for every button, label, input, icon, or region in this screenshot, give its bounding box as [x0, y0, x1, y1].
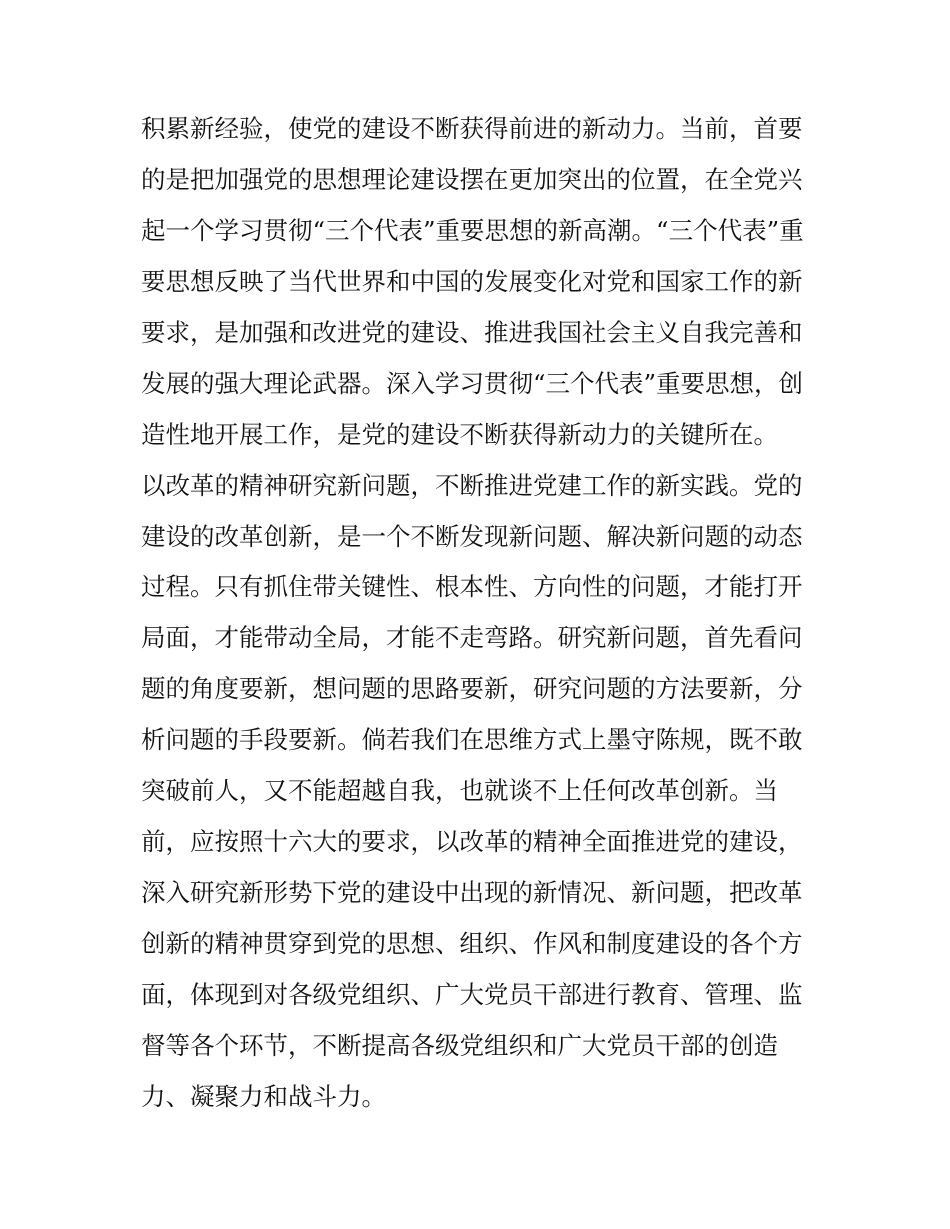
- text-line: 面，体现到对各级党组织、广大党员干部进行教育、管理、监: [141, 979, 803, 1009]
- text-line: 要求，是加强和改进党的建设、推进我国社会主义自我完善和: [141, 317, 803, 347]
- text-line: 深入研究新形势下党的建设中出现的新情况、新问题，把改革: [141, 878, 803, 908]
- text-line: 的是把加强党的思想理论建设摆在更加突出的位置，在全党兴: [141, 164, 803, 194]
- text-line: 起一个学习贯彻“三个代表”重要思想的新高潮。“三个代表”重: [141, 215, 804, 245]
- text-line: 发展的强大理论武器。深入学习贯彻“三个代表”重要思想，创: [141, 368, 804, 398]
- text-line: 造性地开展工作，是党的建设不断获得新动力的关键所在。: [141, 419, 778, 449]
- text-line: 题的角度要新，想问题的思路要新，研究问题的方法要新，分: [141, 674, 803, 704]
- text-line: 前，应按照十六大的要求，以改革的精神全面推进党的建设，: [141, 827, 803, 857]
- body-text: [141, 104, 813, 1123]
- text-line: 局面，才能带动全局，才能不走弯路。研究新问题，首先看问: [141, 623, 803, 653]
- text-line: 力、凝聚力和战斗力。: [141, 1081, 386, 1111]
- text-line: 析问题的手段要新。倘若我们在思维方式上墨守陈规，既不敢: [141, 725, 803, 755]
- text-line: 突破前人，又不能超越自我，也就谈不上任何改革创新。当: [141, 776, 778, 806]
- text-line: 创新的精神贯穿到党的思想、组织、作风和制度建设的各个方: [141, 929, 803, 958]
- text-line: 督等各个环节，不断提高各级党组织和广大党员干部的创造: [141, 1030, 778, 1060]
- text-line: 积累新经验，使党的建设不断获得前进的新动力。当前，首要: [141, 114, 803, 143]
- text-line: 建设的改革创新，是一个不断发现新问题、解决新问题的动态: [141, 521, 803, 551]
- text-line: 以改革的精神研究新问题，不断推进党建工作的新实践。党的: [141, 470, 803, 500]
- text-line: 过程。只有抓住带关键性、根本性、方向性的问题，才能打开: [141, 572, 803, 602]
- text-line: 要思想反映了当代世界和中国的发展变化对党和国家工作的新: [141, 266, 803, 296]
